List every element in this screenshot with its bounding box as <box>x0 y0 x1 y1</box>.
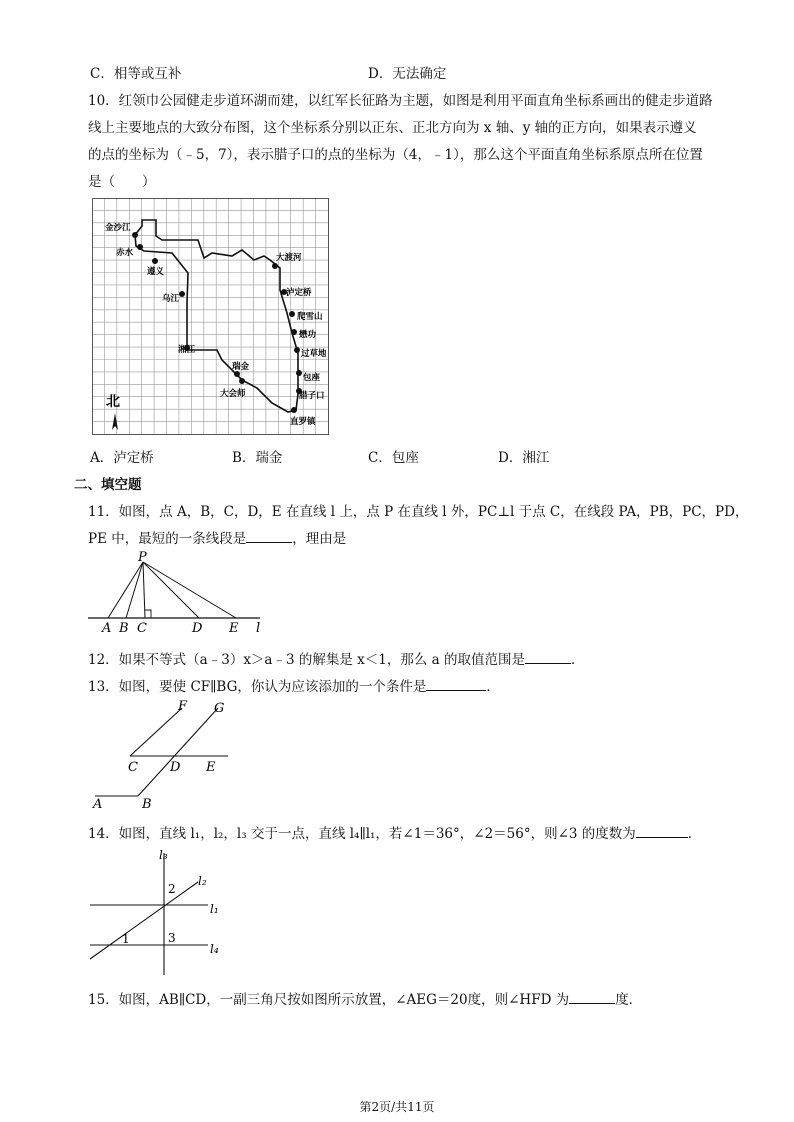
q14-label-l1: l₁ <box>210 902 219 916</box>
q10-option-d: D．湘江 <box>498 450 550 466</box>
q14-label-l3: l₃ <box>159 848 168 862</box>
q13-label-g: G <box>214 701 225 716</box>
q10-line-2: 线上主要地点的大致分布图，这个坐标系分别以正东、正北方向为 x 轴、y 轴的正方向，如果表示遵义 <box>88 120 697 136</box>
q13-blank[interactable] <box>426 677 486 692</box>
q10-option-b: B．瑞金 <box>232 450 283 466</box>
q13-label-a: A <box>93 797 103 810</box>
q11-line-1: 11．如图，点 A，B，C，D，E 在直线 l 上，点 P 在直线 l 外，PC⊥l 于点 C，在线段 PA，PB，PC，PD， <box>88 504 749 520</box>
q15-text: 15．如图，AB∥CD，一副三角尺按如图所示放置，∠AEG＝20度，则∠HFD 为 度． <box>88 988 642 1008</box>
map-label-ludingqiao: 泸定桥 <box>286 288 312 298</box>
q10-route-map <box>92 198 332 438</box>
q10-line-3: 的点的坐标为（﹣5，7），表示腊子口的点的坐标为（4，﹣1），那么这个平面直角坐标系原点所在位置 <box>88 147 703 163</box>
section-heading-fill-in: 二、填空题 <box>74 477 142 493</box>
q11-label-e: E <box>229 621 239 636</box>
map-label-chishui: 赤水 <box>116 248 134 258</box>
q11-figure <box>88 550 278 638</box>
q14-angle-3: 3 <box>168 931 176 945</box>
north-arrow-icon <box>106 394 120 430</box>
route-path <box>135 220 298 412</box>
q13-figure <box>90 698 240 810</box>
map-label-guocaodi: 过草地 <box>301 349 327 359</box>
map-label-wujiang: 乌江 <box>162 294 180 304</box>
q14-angle-2: 2 <box>168 882 176 896</box>
q13-label-f: F <box>178 699 188 714</box>
q11-label-d: D <box>192 621 203 636</box>
q14-angle-1: 1 <box>122 932 130 946</box>
map-label-laziko: 腊子口 <box>299 391 325 401</box>
q12-blank[interactable] <box>525 650 571 665</box>
q15-blank[interactable] <box>569 990 615 1005</box>
q11-label-b: B <box>119 621 129 636</box>
page-footer: 第2页/共11页 <box>359 1100 435 1114</box>
map-label-ruijin: 瑞金 <box>232 362 250 372</box>
q11-blank[interactable] <box>246 529 292 544</box>
q13-label-c: C <box>128 760 138 775</box>
q11-label-l: l <box>256 621 261 636</box>
q14-text: 14．如图，直线 l₁，l₂，l₃ 交于一点，直线 l₄∥l₁，若∠1＝36°，∠2＝56°，则∠3 的度数为 ． <box>88 822 701 842</box>
svg-text:北: 北 <box>106 394 120 410</box>
map-label-daduhe: 大渡河 <box>276 253 302 263</box>
q13-label-e: E <box>206 760 216 775</box>
q13-text: 13．如图，要使 CF∥BG，你认为应该添加的一个条件是 ． <box>88 675 500 695</box>
map-label-paxueshan: 爬雪山 <box>297 312 323 322</box>
q14-label-l4: l₄ <box>210 942 219 956</box>
map-label-xiangjiang: 湘江 <box>178 345 196 355</box>
q14-blank[interactable] <box>636 824 688 839</box>
map-label-zhiluozhen: 直罗镇 <box>290 417 316 427</box>
q13-label-d: D <box>170 760 181 775</box>
q10-option-a: A．泸定桥 <box>90 450 154 466</box>
map-label-baozuo: 包座 <box>303 373 321 383</box>
map-label-maogong: 懋功 <box>299 330 317 340</box>
q10-line-1: 10．红领巾公园健走步道环湖而建，以红军长征路为主题，如图是利用平面直角坐标系画出的健走步道路 <box>88 93 713 109</box>
q9-option-c: C．相等或互补 <box>90 66 182 82</box>
q10-option-c: C．包座 <box>368 450 419 466</box>
q11-label-p: P <box>138 550 147 565</box>
q14-figure <box>88 845 228 977</box>
q11-label-a: A <box>102 621 112 636</box>
q11-line-2: PE 中，最短的一条线段是 ，理由是 <box>88 527 346 547</box>
map-label-dahuishi: 大会师 <box>220 389 246 399</box>
q13-label-b: B <box>142 797 152 810</box>
q12-text: 12．如果不等式（a﹣3）x＞a﹣3 的解集是 x＜1，那么 a 的取值范围是 ． <box>88 648 584 668</box>
q9-option-d: D．无法确定 <box>368 66 447 82</box>
q10-line-4: 是（ ） <box>88 174 156 190</box>
q11-label-c: C <box>137 621 147 636</box>
map-label-jinshajiang: 金沙江 <box>105 223 131 233</box>
map-label-zunyi: 遵义 <box>147 267 165 277</box>
q14-label-l2: l₂ <box>198 874 207 888</box>
